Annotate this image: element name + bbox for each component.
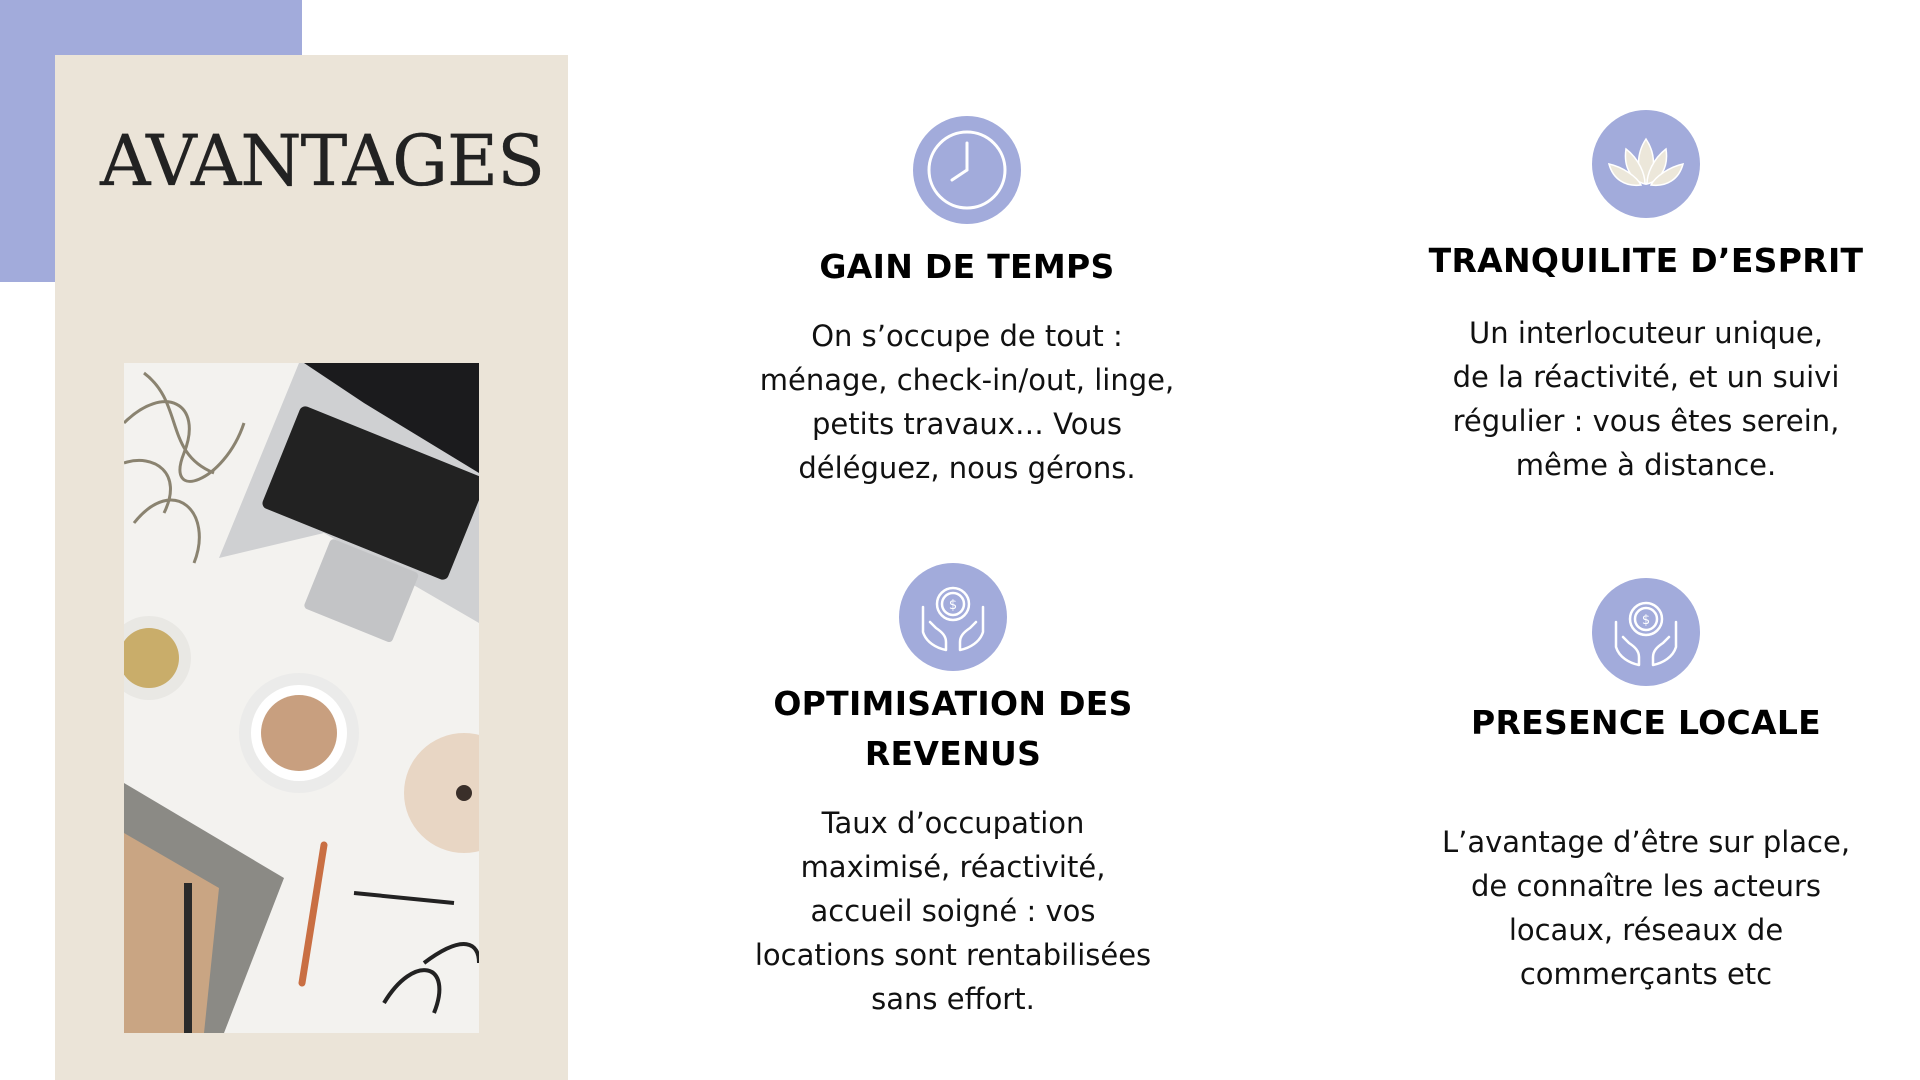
- card-text: [1416, 311, 1876, 487]
- card-heading-line: OPTIMISATION DES: [773, 684, 1133, 723]
- card-text-line: Un interlocuteur unique,: [1469, 316, 1823, 350]
- card-text-line: de la réactivité, et un suivi: [1452, 360, 1840, 394]
- card-text-line: L’avantage d’être sur place,: [1441, 825, 1851, 859]
- card-text: [723, 801, 1183, 1021]
- hands-coin-icon: [1592, 578, 1700, 686]
- card-text: [1416, 820, 1876, 996]
- card-text-line: ménage, check-in/out, linge,: [759, 363, 1175, 397]
- card-heading: GAIN DE TEMPS: [819, 247, 1115, 286]
- svg-text:$: $: [948, 598, 958, 613]
- card-heading: PRESENCE LOCALE: [1470, 703, 1822, 742]
- card-text-line: même à distance.: [1515, 448, 1777, 482]
- card-text-line: régulier : vous êtes serein,: [1452, 404, 1840, 438]
- card-heading: [723, 679, 1183, 779]
- feature-card-presence-locale: [1416, 578, 1876, 996]
- card-text-line: On s’occupe de tout :: [811, 319, 1123, 353]
- card-text-line: commerçants etc: [1519, 957, 1773, 991]
- svg-text:$: $: [1641, 613, 1651, 628]
- card-text-line: locations sont rentabilisées: [754, 938, 1152, 972]
- card-text-line: de connaître les acteurs: [1470, 869, 1822, 903]
- card-text-line: Taux d’occupation: [821, 806, 1085, 840]
- card-text-line: maximisé, réactivité,: [800, 850, 1106, 884]
- card-text-line: sans effort.: [871, 982, 1035, 1016]
- feature-card-gain-de-temps: [737, 116, 1197, 490]
- lotus-icon: [1592, 110, 1700, 218]
- slide-title: AVANTAGES: [100, 120, 545, 202]
- hands-coin-icon: [899, 563, 1007, 671]
- card-heading-line: REVENUS: [864, 734, 1042, 773]
- card-heading: TRANQUILITE D’ESPRIT: [1428, 241, 1864, 280]
- card-text: [737, 314, 1197, 490]
- card-text-line: déléguez, nous gérons.: [798, 451, 1136, 485]
- feature-card-tranquilite: [1416, 110, 1876, 487]
- clock-icon: [913, 116, 1021, 224]
- card-text-line: locaux, réseaux de: [1508, 913, 1784, 947]
- card-text-line: accueil soigné : vos: [810, 894, 1096, 928]
- desk-photo: [124, 363, 479, 1033]
- feature-card-optimisation: [723, 563, 1183, 1021]
- card-text-line: petits travaux… Vous: [812, 407, 1122, 441]
